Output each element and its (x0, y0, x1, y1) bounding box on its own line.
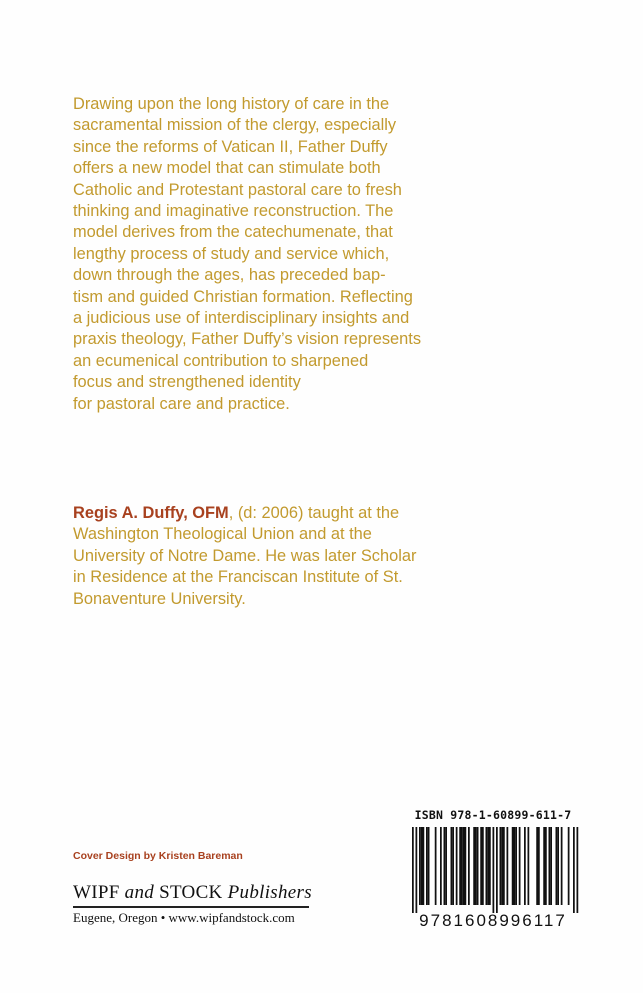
barcode-bar (419, 827, 421, 905)
barcode-bar (473, 827, 475, 905)
barcode-bar (503, 827, 505, 905)
publisher-address: Eugene, Oregon • www.wipfandstock.com (73, 909, 295, 925)
barcode-bar (456, 827, 458, 905)
barcode-bar (444, 827, 446, 905)
author-bio-line: in Residence at the Franciscan Institute of St. (73, 568, 403, 587)
barcode-bar (463, 827, 465, 905)
barcode-bar (493, 827, 495, 913)
barcode-bar (549, 827, 551, 905)
barcode-bar (543, 827, 545, 905)
barcode-bar (465, 827, 467, 905)
barcode-bar (561, 827, 563, 905)
author-name: Regis A. Duffy, OFM (73, 504, 229, 522)
description-line: Drawing upon the long history of care in the (73, 95, 390, 113)
author-bio-line: Washington Theological Union and at the (73, 525, 372, 544)
book-description (73, 94, 593, 415)
barcode-bar (538, 827, 540, 905)
barcode-bar (545, 827, 547, 905)
description-line: a judicious use of interdisciplinary insights and (73, 309, 410, 328)
author-bio-line: Bonaventure University. (73, 589, 246, 608)
barcode-bar (550, 827, 552, 905)
barcode-bar (507, 827, 509, 905)
barcode-bar (573, 827, 575, 913)
description-line: an ecumenical contribution to sharpened (73, 351, 369, 370)
barcode-bar (461, 827, 463, 905)
barcode-bar (468, 827, 470, 905)
description-line: tism and guided Christian formation. Reflecting (73, 287, 413, 306)
barcode-bars (398, 827, 588, 913)
barcode-bar (512, 827, 514, 905)
publisher-name: WIPF and STOCK Publishers (73, 882, 312, 903)
isbn-label: ISBN 978-1-60899-611-7 (414, 808, 572, 822)
barcode-bar (480, 827, 482, 905)
description-line: offers a new model that can stimulate both (73, 159, 381, 178)
barcode-bar (451, 827, 453, 905)
barcode-bar (556, 827, 558, 905)
barcode-bar (557, 827, 559, 905)
description-line: praxis theology, Father Duffy’s vision represents (73, 330, 422, 349)
barcode-bar (452, 827, 454, 905)
barcode-bar (577, 827, 579, 913)
barcode-bar (528, 827, 530, 905)
barcode-bar (519, 827, 521, 905)
barcode-bar (475, 827, 477, 905)
barcode-bar (496, 827, 498, 913)
description-line: since the reforms of Vatican II, Father Duffy (73, 137, 388, 156)
description-line: model derives from the catechumenate, that (73, 223, 393, 242)
barcode-bar (416, 827, 418, 913)
barcode-bar (524, 827, 526, 905)
author-bio-first-line (73, 503, 593, 524)
publisher-divider (73, 906, 309, 908)
description-line: down through the ages, has preceded bap- (73, 266, 386, 285)
description-line: sacramental mission of the clergy, especially (73, 116, 397, 135)
barcode-bar (489, 827, 491, 905)
barcode-bar (421, 827, 423, 905)
barcode-bar (487, 827, 489, 905)
barcode-bar (445, 827, 447, 905)
barcode-bar (423, 827, 425, 905)
author-bio-line: University of Notre Dame. He was later Scholar (73, 546, 417, 565)
description-line: lengthy process of study and service which, (73, 244, 390, 263)
barcode-bar (536, 827, 538, 905)
barcode-number: 9781608996117 (419, 911, 567, 930)
barcode-bar (482, 827, 484, 905)
barcode-bar (514, 827, 516, 905)
publisher-block (73, 882, 312, 926)
isbn-barcode (398, 808, 588, 929)
barcode-bar (500, 827, 502, 905)
barcode-bar (515, 827, 517, 905)
description-line: for pastoral care and practice. (73, 394, 290, 413)
barcode-bar (435, 827, 437, 905)
author-bio (73, 503, 593, 610)
description-line: thinking and imaginative reconstruction. The (73, 202, 394, 221)
barcode-bar (428, 827, 430, 905)
barcode-bar (459, 827, 461, 905)
barcode-bar (501, 827, 503, 905)
barcode-bar (412, 827, 414, 913)
barcode-bar (440, 827, 442, 905)
author-bio-text: , (d: 2006) taught at the (228, 504, 400, 522)
barcode-bar (477, 827, 479, 905)
barcode-bar (486, 827, 488, 905)
barcode-bar (568, 827, 570, 905)
description-line: Catholic and Protestant pastoral care to fresh (73, 180, 402, 199)
cover-design-credit: Cover Design by Kristen Bareman (73, 850, 243, 862)
description-line: focus and strengthened identity (73, 373, 301, 392)
barcode-bar (426, 827, 428, 905)
